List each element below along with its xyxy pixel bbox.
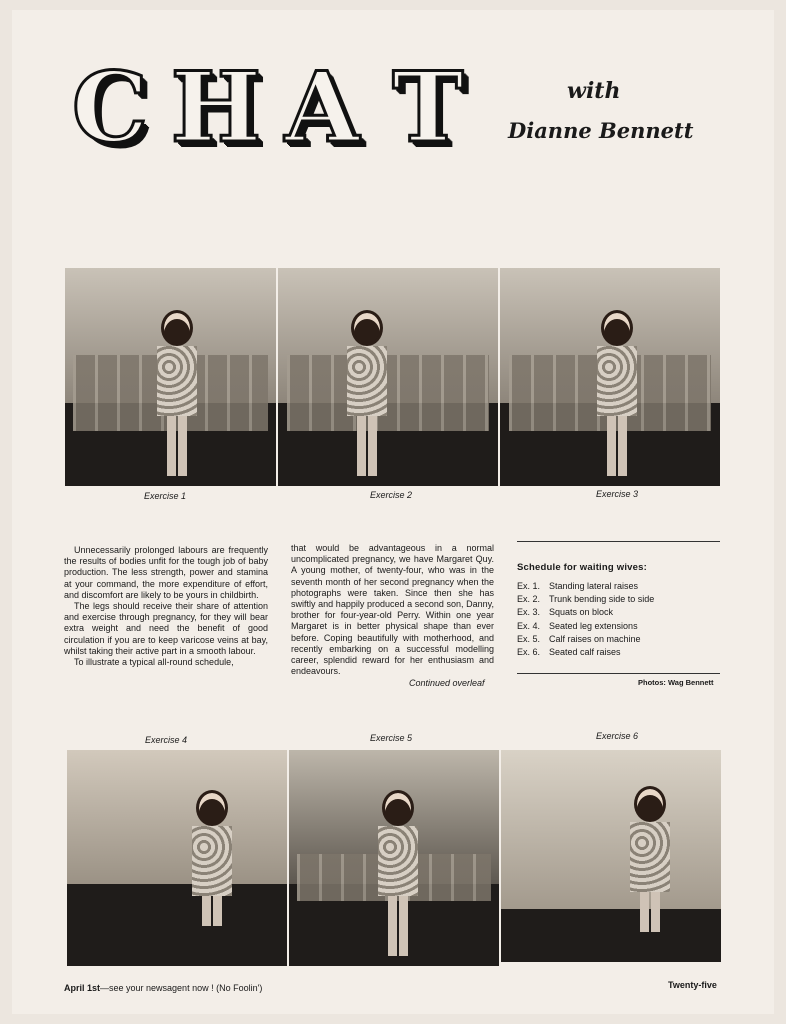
article-column-1 (64, 545, 268, 668)
author-byline: Dianne Bennett (508, 118, 694, 143)
footer-date: April 1st (64, 983, 101, 993)
caption-exercise-1: Exercise 1 (143, 491, 187, 501)
schedule-item: Ex. 6. Seated calf raises (517, 647, 621, 658)
title-letter: T (382, 62, 474, 154)
caption-exercise-6: Exercise 6 (595, 731, 639, 741)
schedule-bottom-rule (517, 673, 720, 674)
caption-exercise-4: Exercise 4 (144, 735, 188, 745)
article-paragraph: that would be advantageous in a normal uncomplicated pregnancy, we have Margaret Quy. A young mother, of twenty-four, who was in the seventh month of her second pregnancy when the photographs were taken. Since then she has swiftly and happily produced a second son, Danny, brother for four-year-old Perry. Within one year Margaret is in better physical shape than ever before. Coping beautifully with motherhood, and recently embarking on a successful modelling career, splendid reward for her enthusiasm and endeavours. (291, 543, 494, 677)
schedule-item: Ex. 2. Trunk bending side to side (517, 594, 655, 605)
footer-promo (64, 983, 262, 993)
title-letter: C (64, 62, 156, 154)
schedule-top-rule (517, 541, 720, 542)
article-column-2 (291, 543, 494, 677)
exercise-5-photo (289, 750, 499, 966)
article-paragraph: To illustrate a typical all-round schedule, (74, 657, 234, 668)
schedule-item: Ex. 1. Standing lateral raises (517, 581, 639, 591)
schedule-item: Ex. 4. Seated leg extensions (517, 620, 638, 631)
title-with: with (567, 78, 621, 104)
footer-promo-text: —see your newsagent now ! (No Foolin') (100, 983, 263, 993)
schedule-item: Ex. 5. Calf raises on machine (517, 633, 641, 644)
schedule-item: Ex. 3. Squats on block (517, 607, 614, 618)
caption-exercise-5: Exercise 5 (369, 733, 413, 743)
article-paragraph: The legs should receive their share of attention and exercise through pregnancy, for they will bear extra weight and need the benefit of good circulation if you are to keep varicose veins at bay, whilst taking their active part in a smooth labour. (64, 601, 268, 656)
title-letter: H (170, 51, 262, 164)
exercise-6-photo (501, 750, 721, 962)
caption-exercise-2: Exercise 2 (369, 490, 413, 500)
title-letter: A (276, 62, 368, 154)
schedule-title: Schedule for waiting wives: (517, 562, 647, 573)
caption-exercise-3: Exercise 3 (595, 489, 639, 499)
exercise-1-photo (65, 268, 276, 486)
page-number: Twenty-five (668, 980, 717, 990)
exercise-3-photo (500, 268, 720, 486)
schedule-list (517, 580, 654, 659)
exercise-2-photo (278, 268, 498, 486)
photo-credit: Photos: Wag Bennett (638, 678, 714, 687)
continued-overleaf: Continued overleaf (409, 678, 485, 688)
chat-title (64, 51, 474, 164)
article-paragraph: Unnecessarily prolonged labours are frequently the results of bodies unfit for the tough job of baby production. The less strength, power and stamina at your command, the more expenditure of effort, and discomfort are likely to be yours in childbirth. (64, 545, 268, 600)
exercise-4-photo (67, 750, 287, 966)
